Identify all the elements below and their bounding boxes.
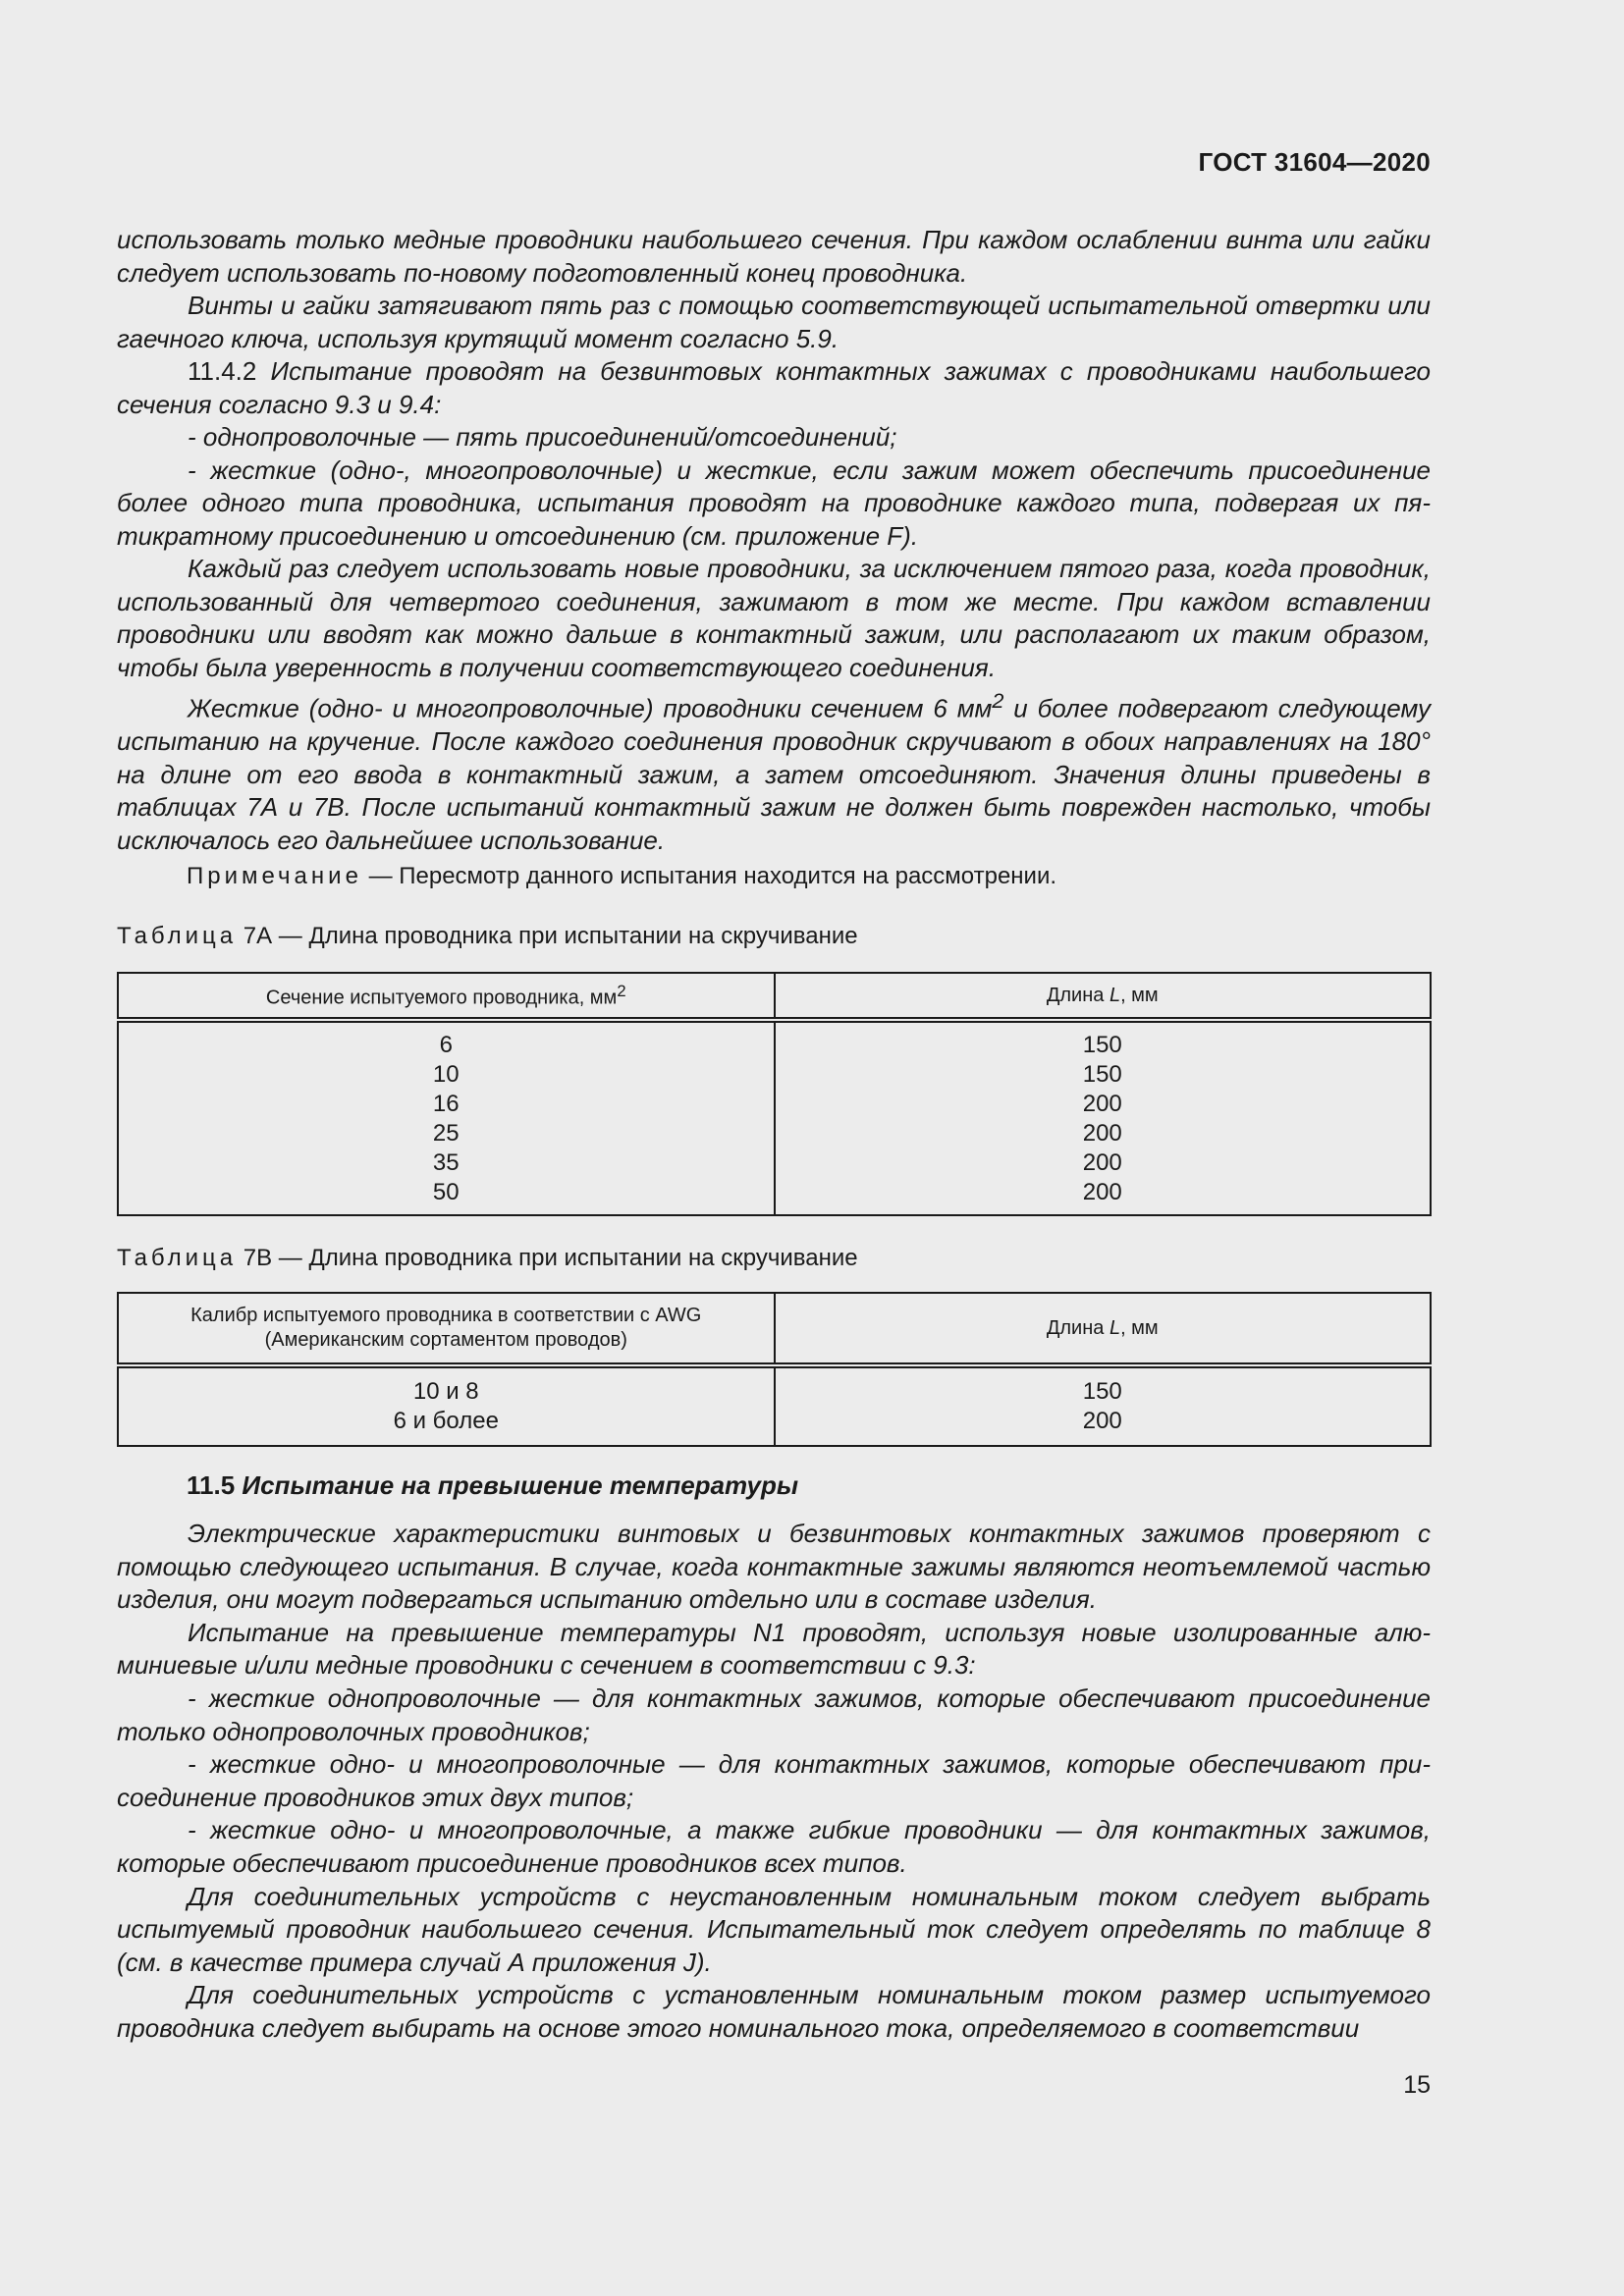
table-7b-header-gauge: Калибр испытуемого проводника в соответствии с AWG (Американским сортаментом проводов): [118, 1293, 775, 1365]
list-item: - жесткие одно- и многопроволочные — для контактных зажимов, которые обеспечивают присоединение проводников этих двух типов;: [117, 1749, 1431, 1812]
paragraph: использовать только медные проводники наибольшего сечения. При каждом ослаблении винта или гайки следует использовать по-новому подготовленный конец проводника.: [117, 225, 1431, 288]
table-cell: 200: [1082, 1408, 1122, 1434]
table-7a-header-cross-section: Сечение испытуемого проводника, $мм^2$: [118, 973, 775, 1020]
table-cell: 150: [1082, 1060, 1122, 1088]
table-cell: 25: [432, 1119, 460, 1147]
table-cell: 150: [1082, 1378, 1122, 1405]
table-cell: 200: [1082, 1148, 1122, 1176]
section-number: 11.5: [187, 1470, 236, 1500]
paragraph: Для соединительных устройств с неустановленным номинальным током следует выбрать испытуемый проводник наибольшего сечения. Испытательный ток следует определять по таблице 8 (см. в качестве примера случай А приложения J).: [117, 1881, 1431, 1977]
body-text-top: [117, 224, 1431, 857]
body-text-bottom: [117, 1518, 1431, 2046]
table-cell: 6 и более: [393, 1408, 499, 1434]
note-label: Примечание: [187, 863, 362, 889]
table-cell: 10 и 8: [412, 1378, 479, 1405]
section-heading: [187, 1470, 1431, 1501]
table-cell: 150: [1082, 1031, 1122, 1058]
table-7b-col-gauge: [118, 1365, 775, 1446]
table-cell: 50: [432, 1178, 460, 1205]
table-7a-col-cross-section: [118, 1020, 775, 1215]
table-cell: 35: [432, 1148, 460, 1176]
page-number: 15: [1403, 2071, 1431, 2099]
paragraph: Электрические характеристики винтовых и безвинтовых контактных зажимов проверяют с помощью следующего испытания. В случае, когда контактные зажимы являются неотъемлемой частью изделия, они могут подвергаться испытанию отдельно или в составе изделия.: [117, 1519, 1431, 1615]
table-cell: 200: [1082, 1119, 1122, 1147]
table-7b: [117, 1292, 1432, 1447]
table-cell: 200: [1082, 1178, 1122, 1205]
table-cell: 6: [439, 1031, 453, 1058]
table-7a: [117, 972, 1432, 1216]
list-item: - жесткие (одно-, многопроволочные) и жесткие, если зажим может обеспечить присоединение более одного типа проводника, испытания проводят на проводнике каждого типа, подвергая их пятикратному присоединению и отсоединению (см. приложение F).: [117, 454, 1431, 551]
paragraph: Винты и гайки затягивают пять раз с помощью соответствующей испытательной отвертки или гаечного ключа, используя крутящий момент согласно 5.9.: [117, 291, 1431, 353]
table-7b-caption: Таблица 7В — Длина проводника при испытании на скручивание: [117, 1245, 858, 1271]
list-item: - однопроволочные — пять присоединений/отсоединений;: [188, 422, 897, 452]
section-title: Испытание на превышение температуры: [235, 1470, 799, 1500]
note: [187, 862, 1431, 891]
note-text: — Пересмотр данного испытания находится на рассмотрении.: [361, 863, 1057, 889]
list-item: - жесткие однопроволочные — для контактных зажимов, которые обеспечивают присоединение только однопроволочных проводников;: [117, 1682, 1431, 1746]
clause-number: 11.4.2: [188, 356, 257, 386]
standard-header: ГОСТ 31604—2020: [1198, 147, 1431, 177]
paragraph: Жесткие (одно- и многопроволочные) проводники сечением 6 $мм^2$ и более подвергают следующему испытанию на кручение. После каждого соединения проводник скручивают в обоих направлениях на 180° на длине от его ввода в контактный зажим, а затем отсоединяют. Значения длины приведены в таблицах 7А и 7В. После испытаний контактный зажим не должен быть поврежден настолько, чтобы исключалось его дальнейшее использование.: [117, 688, 1431, 855]
table-7b-header-length: Длина L, мм: [775, 1293, 1432, 1365]
table-7b-col-length: [775, 1365, 1432, 1446]
paragraph: Для соединительных устройств с установленным номинальным током размер испытуемого проводника следует выбирать на основе этого номинального тока, определяемого в соответствии: [117, 1980, 1431, 2043]
table-7a-caption: Таблица 7А — Длина проводника при испытании на скручивание: [117, 923, 858, 949]
paragraph: Каждый раз следует использовать новые проводники, за исключением пятого раза, когда проводник, использованный для четвертого соединения, зажимают в том же месте. При каждом вставлении проводники или вводят как можно дальше в контактный зажим, или располагают их таким образом, чтобы была уверенность в получении соответствующего соединения.: [117, 554, 1431, 682]
table-cell: 10: [432, 1060, 460, 1088]
table-7a-col-length: [775, 1020, 1432, 1215]
table-cell: 16: [432, 1090, 460, 1117]
paragraph: Испытание на превышение температуры N1 проводят, используя новые изолированные алюминиевые и/или медные проводники с сечением в соответствии с 9.3:: [117, 1617, 1431, 1681]
paragraph: 11.4.2 Испытание проводят на безвинтовых контактных зажимах с проводниками наибольшего сечения согласно 9.3 и 9.4:: [117, 356, 1431, 419]
list-item: - жесткие одно- и многопроволочные, а также гибкие проводники — для контактных зажимов, которые обеспечивают присоединение проводников всех типов.: [117, 1815, 1431, 1878]
table-7a-header-length: Длина L, мм: [775, 973, 1432, 1020]
table-cell: 200: [1082, 1090, 1122, 1117]
